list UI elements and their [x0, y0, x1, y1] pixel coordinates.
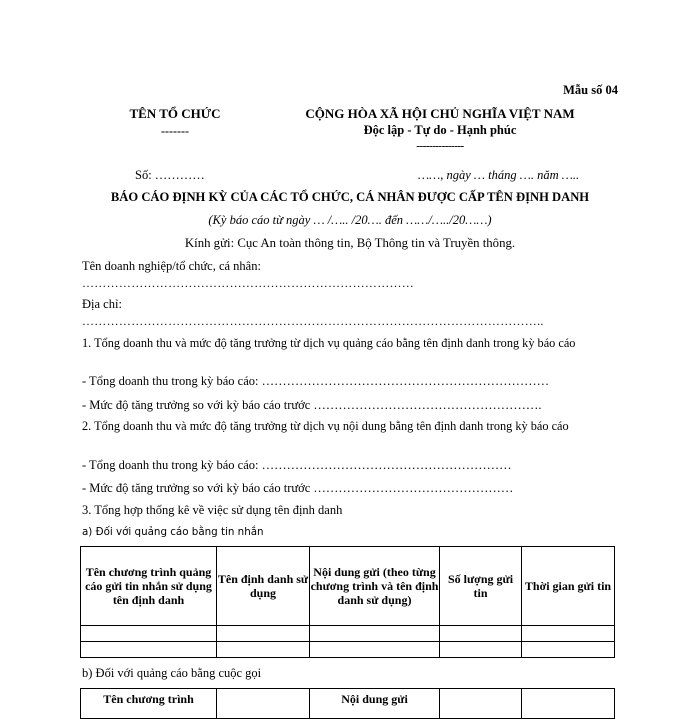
address-label: Địa chỉ:: [82, 297, 122, 311]
section2-revenue: - Tổng doanh thu trong kỳ báo cáo: ……………………………………………………: [82, 458, 512, 472]
enterprise-dots: ………………………………………………………………………: [82, 276, 415, 290]
table-header-cell: Nội dung gửi (theo từng chương trình và tên định danh sử dụng): [310, 547, 440, 626]
enterprise-label: Tên doanh nghiệp/tổ chức, cá nhân:: [82, 259, 261, 273]
table-header-row: [81, 547, 615, 626]
table-header-cell: [217, 689, 310, 719]
section1-revenue: - Tổng doanh thu trong kỳ báo cáo: ……………………………………………………………: [82, 374, 550, 388]
section3-sub-b: b) Đối với quảng cáo bằng cuộc gọi: [82, 666, 262, 680]
motto-divider: ---------------: [416, 140, 464, 152]
call-table: [80, 688, 615, 719]
section3-heading: 3. Tổng hợp thống kê về việc sử dụng tên định danh: [82, 503, 343, 517]
recipient-line: Kính gửi: Cục An toàn thông tin, Bộ Thông tin và Truyền thông.: [184, 236, 516, 250]
messaging-table: [80, 546, 615, 658]
table-header-cell: Nội dung gửi: [310, 689, 440, 719]
table-header-cell: [440, 689, 522, 719]
org-name: TÊN TỔ CHỨC: [129, 106, 221, 121]
report-title: BÁO CÁO ĐỊNH KỲ CỦA CÁC TỔ CHỨC, CÁ NHÂN ĐƯỢC CẤP TÊN ĐỊNH DANH: [110, 190, 590, 204]
org-divider: -------: [161, 124, 189, 138]
table-header-cell: Tên chương trình quảng cáo gửi tin nhắn sử dụng tên định danh: [81, 547, 217, 626]
table-header-cell: Số lượng gửi tin: [440, 547, 522, 626]
section3-sub-a: a) Đối với quảng cáo bằng tin nhắn: [82, 526, 264, 538]
form-number: Mẫu số 04: [563, 83, 618, 97]
table-header-cell: Thời gian gửi tin: [522, 547, 615, 626]
table-row: [81, 626, 615, 642]
nation-heading: CỘNG HÒA XÃ HỘI CHỦ NGHĨA VIỆT NAM: [305, 106, 575, 121]
section1-growth: - Mức độ tăng trưởng so với kỳ báo cáo trước ……………………………………………….: [82, 398, 542, 412]
table-header-cell: Tên chương trình: [81, 689, 217, 719]
table-header-cell: Tên định danh sử dụng: [217, 547, 310, 626]
section2-growth: - Mức độ tăng trưởng so với kỳ báo cáo trước …………………………………………: [82, 481, 514, 495]
address-dots: …………………………………………………………………………………………………..: [82, 314, 544, 328]
table-header-cell: [522, 689, 615, 719]
report-period: (Kỳ báo cáo từ ngày … /….. /20…. đến ……/…../20……): [208, 213, 492, 227]
section1-heading: 1. Tổng doanh thu và mức độ tăng trưởng từ dịch vụ quảng cáo bằng tên định danh trong kỳ báo cáo: [82, 336, 576, 350]
document-number: Số: …………: [135, 168, 205, 182]
motto: Độc lập - Tự do - Hạnh phúc: [363, 123, 517, 137]
table-header-row: [81, 689, 615, 719]
table-row: [81, 642, 615, 658]
date-line: ……, ngày … tháng …. năm …..: [418, 168, 580, 182]
section2-heading: 2. Tổng doanh thu và mức độ tăng trưởng từ dịch vụ nội dung bằng tên định danh trong kỳ báo cáo: [82, 419, 569, 433]
